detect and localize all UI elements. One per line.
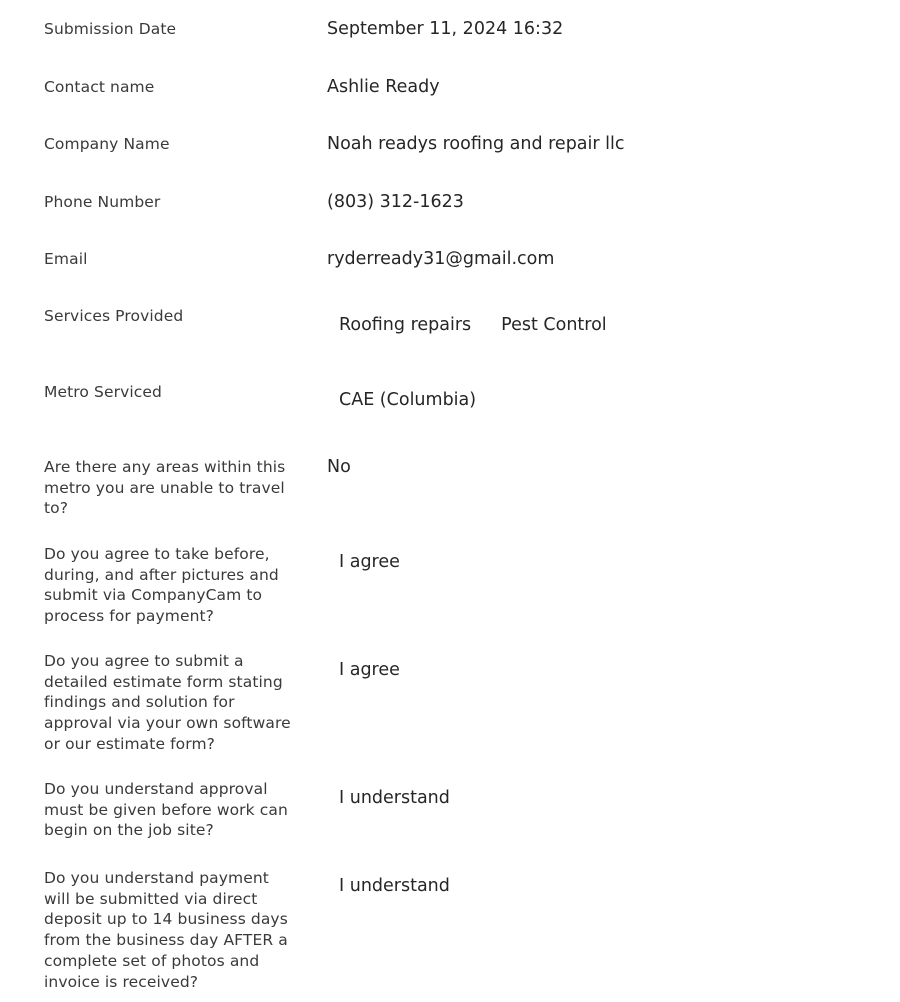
estimate-agreement-value: I agree bbox=[339, 660, 400, 680]
contact-name-value: Ashlie Ready bbox=[327, 77, 440, 97]
metro-serviced-value: CAE (Columbia) bbox=[339, 390, 477, 410]
travel-restrictions-value: No bbox=[327, 457, 351, 477]
travel-restrictions-label: Are there any areas within this metro you are unable to travel to? bbox=[44, 458, 286, 518]
contact-name-label: Contact name bbox=[44, 78, 155, 96]
submission-date-label: Submission Date bbox=[44, 20, 177, 38]
email-label: Email bbox=[44, 250, 88, 268]
services-provided-value bbox=[339, 314, 637, 336]
pictures-agreement-label: Do you agree to take before, during, and after pictures and submit via CompanyCam to process for payment? bbox=[44, 545, 279, 626]
approval-understanding-value: I understand bbox=[339, 788, 450, 808]
services-provided-label: Services Provided bbox=[44, 307, 184, 325]
pictures-agreement-value: I agree bbox=[339, 552, 400, 572]
approval-understanding-label: Do you understand approval must be given before work can begin on the job site? bbox=[44, 780, 288, 840]
metro-serviced-label: Metro Serviced bbox=[44, 383, 162, 401]
submission-date-value: September 11, 2024 16:32 bbox=[327, 19, 564, 39]
service-chip: Pest Control bbox=[501, 315, 607, 335]
payment-understanding-label: Do you understand payment will be submitted via direct deposit up to 14 business days from the business day AFTER a complete set of photos and invoice is received? bbox=[44, 869, 288, 991]
email-value: ryderready31@gmail.com bbox=[327, 249, 555, 269]
phone-number-value: (803) 312-1623 bbox=[327, 192, 464, 212]
payment-understanding-value: I understand bbox=[339, 876, 450, 896]
phone-number-label: Phone Number bbox=[44, 193, 161, 211]
estimate-agreement-label: Do you agree to submit a detailed estimate form stating findings and solution for approval via your own software or our estimate form? bbox=[44, 652, 291, 753]
service-chip: Roofing repairs bbox=[339, 315, 472, 335]
company-name-value: Noah readys roofing and repair llc bbox=[327, 134, 625, 154]
company-name-label: Company Name bbox=[44, 135, 170, 153]
